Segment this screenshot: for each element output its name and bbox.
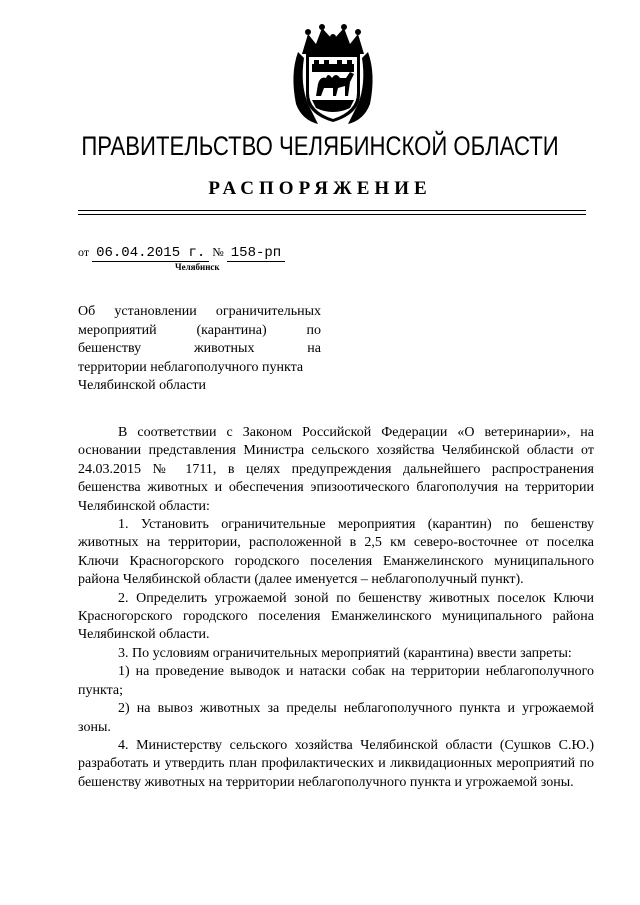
body-paragraph: 2) на вывоз животных за пределы неблагополучного пункта и угрожаемой зоны. (78, 701, 594, 735)
body-paragraph: 2. Определить угрожаемой зоной по бешенству животных поселок Ключи Красногорского городского поселения Еманжелинского муниципального района Челябинской области. (78, 590, 594, 643)
government-title: ПРАВИТЕЛЬСТВО ЧЕЛЯБИНСКОЙ ОБЛАСТИ (81, 131, 559, 161)
document-body (78, 424, 594, 792)
document-city: Челябинск (175, 262, 220, 272)
subject-block (78, 303, 321, 396)
body-paragraph: В соответствии с Законом Российской Федерации «О ветеринарии», на основании представления Министра сельского хозяйства Челябинской области от 24.03.2015 № 1711, в целях предупреждения дальнейшего распространения бешенства животных и обеспечения эпизоотического благополучия на территории Челябинской области: (78, 425, 594, 514)
header-divider (78, 210, 586, 211)
subject-line: бешенству животных на (78, 341, 321, 356)
subject-line: мероприятий (карантина) по (78, 322, 321, 338)
document-type: РАСПОРЯЖЕНИЕ (208, 178, 432, 199)
subject-line: Челябинской области (78, 378, 206, 393)
body-paragraph: 4. Министерству сельского хозяйства Челябинской области (Сушков С.Ю.) разработать и утвердить план профилактических и ликвидационных мероприятий по бешенству животных на территории неблагополучного пункта и угрожаемой зоны. (78, 737, 594, 790)
chelyabinsk-coat-of-arms-icon (288, 24, 378, 128)
number-prefix: № (212, 245, 224, 259)
body-paragraph: 3. По условиям ограничительных мероприятий (карантина) ввести запреты: (118, 645, 572, 661)
subject-line: территории неблагополучного пункта (78, 359, 304, 375)
body-paragraph: 1. Установить ограничительные мероприятия (карантин) по бешенству животных на территории, расположенной в 2,5 км северо-восточнее от поселка Ключи Красногорского городского поселения Еманжелинского муниципального района Челябинской области (далее именуется – неблагополучный пункт). (78, 517, 594, 588)
header-divider-secondary (78, 214, 586, 215)
date-prefix: от (78, 245, 90, 259)
body-paragraph: 1) на проведение выводок и натаски собак на территории неблагополучного пункта; (78, 664, 594, 698)
document-date: 06.04.2015 г. (92, 245, 209, 262)
document-meta (78, 245, 285, 262)
subject-line: Об установлении ограничительных (78, 304, 321, 319)
document-number: 158-рп (227, 245, 285, 262)
